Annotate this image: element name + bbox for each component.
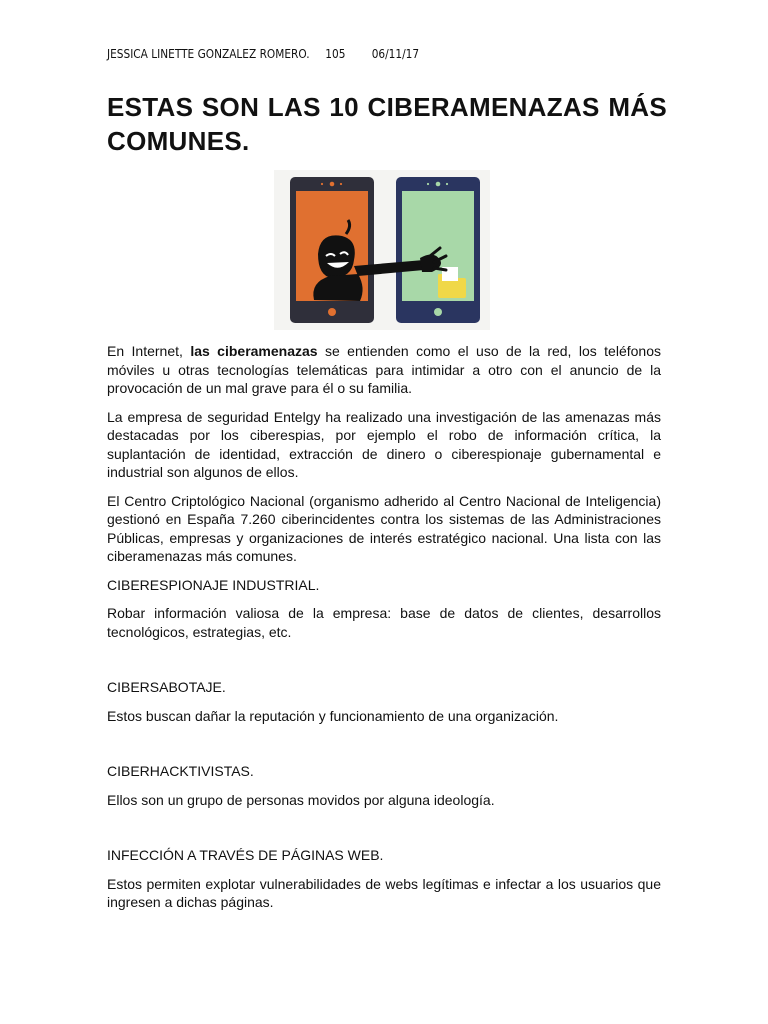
cyberthreat-illustration — [274, 170, 490, 330]
section-heading: INFECCIÓN A TRAVÉS DE PÁGINAS WEB. — [107, 847, 384, 863]
student-number: 105 — [325, 47, 346, 61]
document-date: 06/11/17 — [371, 47, 420, 61]
document-header — [107, 47, 419, 61]
author-name: JESSICA LINETTE GONZALEZ ROMERO. — [107, 47, 310, 61]
section-heading: CIBERSABOTAJE. — [107, 679, 226, 695]
hacker-phone-icon — [290, 177, 374, 323]
section-heading: CIBERESPIONAJE INDUSTRIAL. — [107, 576, 320, 593]
section-heading: CIBERHACKTIVISTAS. — [107, 763, 254, 779]
document-body — [107, 342, 661, 922]
intro-text-end: se entienden como el uso de la red, los teléfonos móviles u otras tecnologías telemáticas para intimidar a otro con el anuncio de la provocación de un mal grave para él o su familia. — [107, 343, 661, 396]
paragraph-ccn: El Centro Criptológico Nacional (organismo adherido al Centro Nacional de Inteligencia) gestionó en España 7.260 ciberincidentes contra los sistemas de las Administraciones Públicas, empresas y organizaciones de interés estratégico nacional. Una lista con las ciberamenazas más comunes. — [107, 492, 661, 564]
paragraph-entelgy: La empresa de seguridad Entelgy ha realizado una investigación de las amenazas más destacadas por los ciberespias, por ejemplo el robo de información crítica, la suplantación de identidad, extracción de dinero o ciberespionaje gubernamental e industrial son algunos de ellos. — [107, 408, 661, 480]
intro-text-start: En Internet, — [107, 343, 191, 359]
intro-bold-term: las ciberamenazas — [190, 343, 318, 359]
section-text: Estos buscan dañar la reputación y funcionamiento de una organización. — [107, 707, 559, 724]
page-title: ESTAS SON LAS 10 CIBERAMENAZAS MÁS COMUNES. — [107, 92, 667, 156]
section-text: Estos permiten explotar vulnerabilidades de webs legítimas e infectar a los usuarios que ingresen a dichas páginas. — [107, 875, 661, 910]
intro-paragraph — [107, 342, 661, 398]
section-text: Ellos son un grupo de personas movidos por alguna ideología. — [107, 791, 495, 808]
section-text: Robar información valiosa de la empresa: base de datos de clientes, desarrollos tecnológicos, estrategias, etc. — [107, 605, 661, 640]
